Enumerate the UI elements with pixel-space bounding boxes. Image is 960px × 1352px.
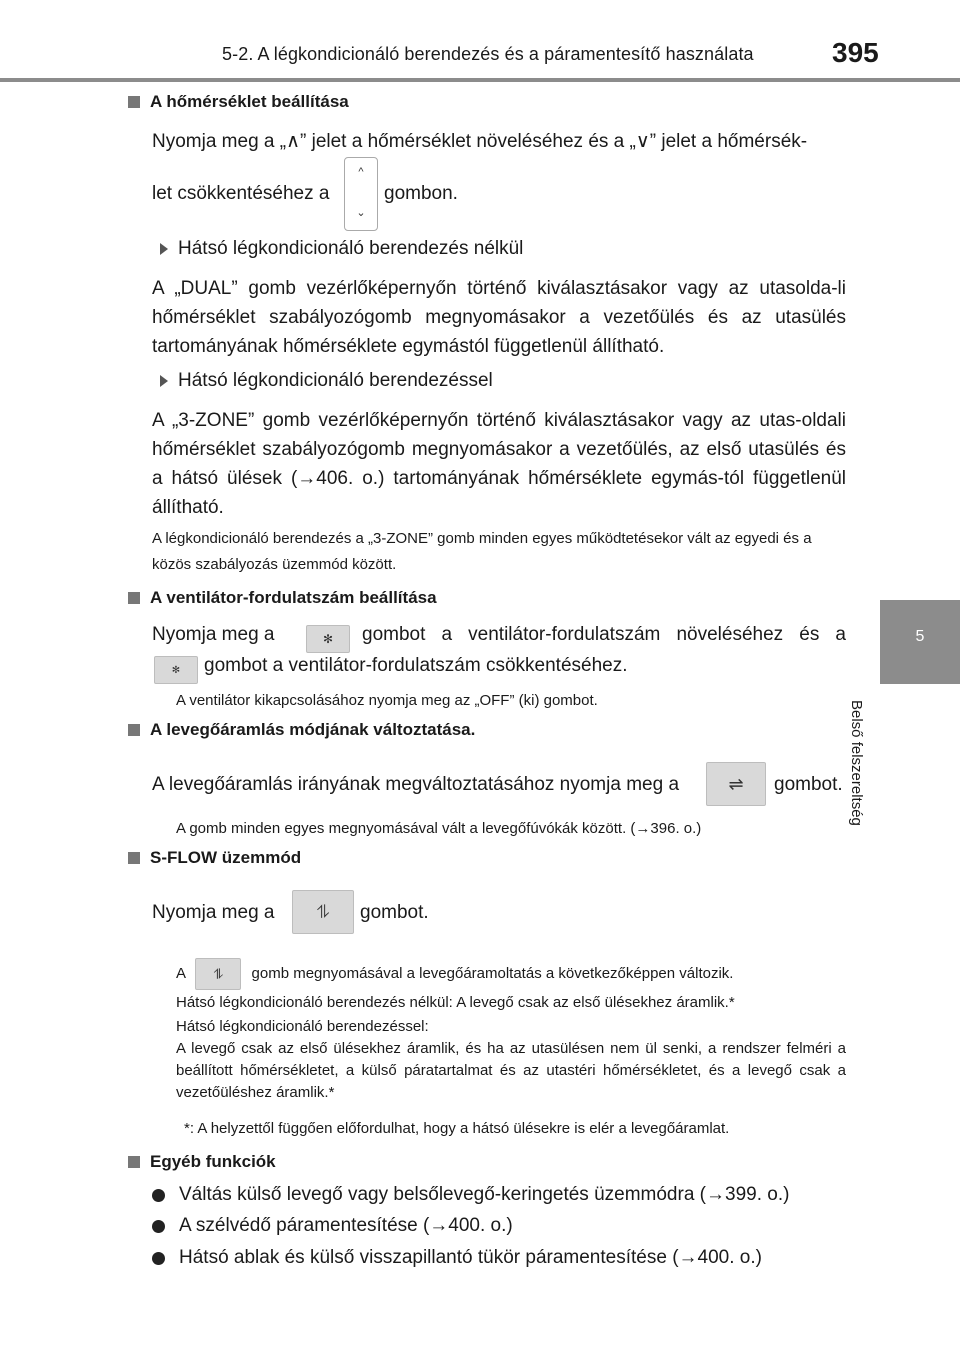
temp-line-1: Nyomja meg a „∧” jelet a hőmérséklet növeléséhez és a „∨” jelet a hőmérsék- [152, 131, 808, 152]
bullet-text: Hátsó légkondicionáló berendezés nélkül [178, 238, 524, 259]
temp-line-2-before: let csökkentéséhez a [152, 183, 330, 204]
sflow-button[interactable] [292, 890, 354, 934]
bullet-text: Hátsó légkondicionáló berendezéssel [178, 370, 493, 391]
section-heading-sflow [128, 848, 301, 868]
fan-line-1-after: gombot a ventilátor-fordulatszám növeléséhez és a [362, 624, 846, 645]
sflow-line-after: gombot. [360, 902, 429, 923]
heading-text: A ventilátor-fordulatszám beállítása [150, 588, 437, 607]
up-arrow-icon: ^ [358, 166, 364, 178]
header-title: 5-2. A légkondicionáló berendezés és a páramentesítő használata [222, 44, 754, 64]
heading-text: A hőmérséklet beállítása [150, 92, 349, 111]
list-item-text: A szélvédő páramentesítése (→400. o.) [179, 1215, 513, 1236]
list-item-text: Hátsó ablak és külső visszapillantó tükör páramentesítése (→400. o.) [179, 1247, 762, 1268]
dot-bullet-icon [152, 1252, 165, 1265]
sflow-icon: ⥮ [213, 966, 224, 982]
page-number: 395 [832, 37, 879, 68]
heading-text: Egyéb funkciók [150, 1152, 276, 1171]
down-arrow-icon: ⌄ [356, 207, 366, 219]
sflow-icon: ⥮ [316, 901, 330, 922]
header-rule [0, 78, 960, 82]
note-airflow: A gomb minden egyes megnyomásával vált a levegőfúvókák között. (→396. o.) [176, 820, 702, 837]
airflow-icon: ⇌ [728, 773, 744, 794]
sflow-footnote: *: A helyzettől függően előfordulhat, hogy a hátsó ülésekre is elér a levegőáramlat. [184, 1120, 730, 1137]
list-item [152, 1215, 513, 1237]
heading-text: A levegőáramlás módjának változtatása. [150, 720, 476, 739]
section-heading-other [128, 1152, 276, 1172]
section-heading-fan [128, 588, 437, 608]
square-bullet-icon [128, 592, 140, 604]
fan-decrease-button[interactable] [154, 656, 198, 684]
fan-line-2: gombot a ventilátor-fordulatszám csökkentéséhez. [204, 655, 628, 676]
square-bullet-icon [128, 724, 140, 736]
note-3zone: A légkondicionáló berendezés a „3-ZONE” gomb minden egyes működtetésekor vált az egyedi és a közös szabályozás üzemmód között. [152, 530, 812, 573]
sflow-inline-button-icon [195, 958, 241, 990]
fan-icon: ✻ [322, 632, 334, 646]
paragraph-3zone: A „3-ZONE” gomb vezérlőképernyőn történő kiválasztásakor vagy az utas-oldali hőmérséklet szabályozógomb megnyomásakor a vezetőülés, az első utasülés és a hátsó ülések (→406. o.) tartományának hőmérséklete egymás-tól függetlenül állítható. [152, 410, 846, 518]
side-tab-number: 5 [880, 600, 960, 684]
square-bullet-icon [128, 1156, 140, 1168]
square-bullet-icon [128, 852, 140, 864]
airflow-line-after: gombot. [774, 774, 843, 795]
temp-line-2-after: gombon. [384, 183, 458, 204]
dot-bullet-icon [152, 1189, 165, 1202]
dot-bullet-icon [152, 1220, 165, 1233]
section-heading-temperature [128, 92, 349, 112]
list-item [152, 1247, 762, 1269]
triangle-bullet-icon [160, 375, 168, 387]
temperature-up-down-button[interactable] [344, 157, 378, 231]
list-item [152, 1184, 789, 1206]
note-prefix: A [176, 964, 186, 982]
triangle-bullet-icon [160, 243, 168, 255]
list-item-text: Váltás külső levegő vagy belsőlevegő-keringetés üzemmódra (→399. o.) [179, 1184, 790, 1205]
fan-line-1-before: Nyomja meg a [152, 624, 275, 645]
sflow-note-1 [176, 958, 846, 990]
sflow-line-before: Nyomja meg a [152, 902, 275, 923]
bullet-no-rear-ac [160, 238, 523, 260]
fan-small-icon: ✻ [171, 664, 181, 676]
heading-text: S-FLOW üzemmód [150, 848, 302, 867]
airflow-mode-button[interactable] [706, 762, 766, 806]
airflow-line-before: A levegőáramlás irányának megváltoztatásához nyomja meg a [152, 774, 680, 795]
paragraph-dual: A „DUAL” gomb vezérlőképernyőn történő kiválasztásakor vagy az utasolda-li hőmérséklet szabályozógomb megnyomásakor a vezetőülés és az utasülés tartományának hőmérséklete egymástól függetlenül állítható. [152, 278, 846, 357]
sflow-note-4: A levegő csak az első ülésekhez áramlik, és ha az utasülésen nem ül senki, a rendszer felméri a beállított hőmérsékletet, a külső páratartalmat és az utastéri hőmérsékletet, és a levegő csak a vezetőüléshez áramlik.* [176, 1040, 846, 1101]
note-fan-off: A ventilátor kikapcsolásához nyomja meg az „OFF” (ki) gombot. [176, 692, 598, 709]
square-bullet-icon [128, 96, 140, 108]
section-heading-airflow [128, 720, 475, 740]
note-suffix: gomb megnyomásával a levegőáramoltatás a következőképpen változik. [251, 964, 734, 982]
fan-increase-button[interactable] [306, 625, 350, 653]
sflow-note-2: Hátsó légkondicionáló berendezés nélkül: A levegő csak az első ülésekhez áramlik.* [176, 994, 735, 1011]
bullet-with-rear-ac [160, 370, 493, 392]
sflow-note-3: Hátsó légkondicionáló berendezéssel: [176, 1018, 429, 1035]
side-tab-label-text: Belső felszereltség [848, 700, 866, 826]
side-tab-label [848, 700, 924, 870]
